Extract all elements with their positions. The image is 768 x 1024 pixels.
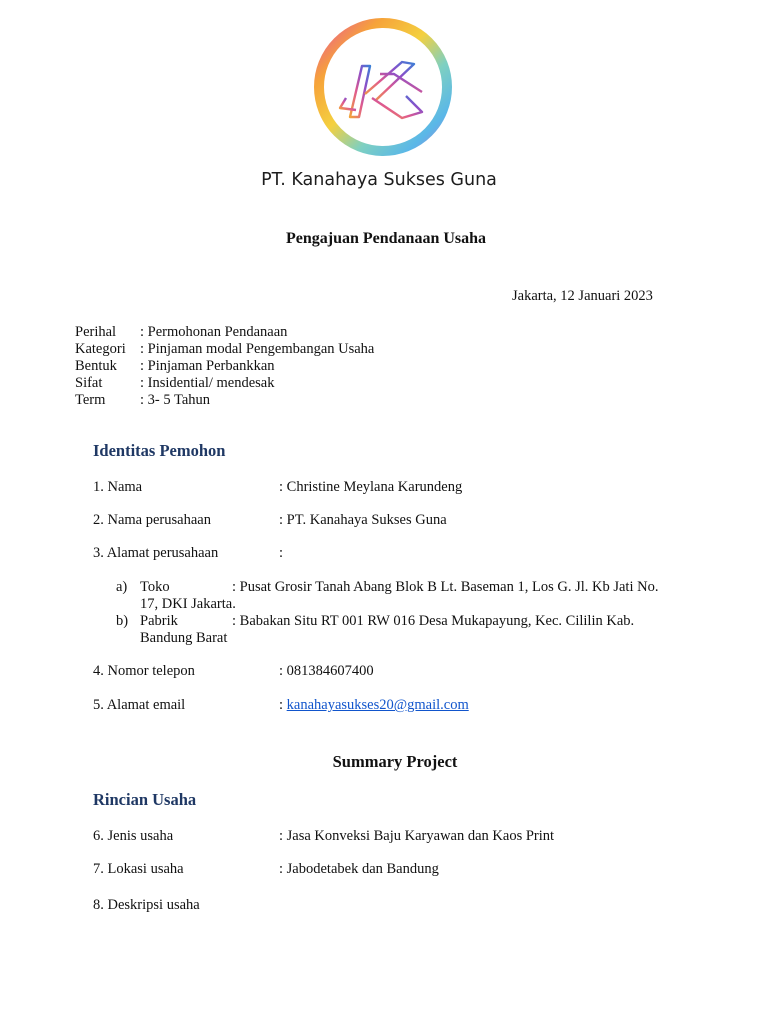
meta-key: Kategori [75, 341, 126, 357]
address-cont-toko: 17, DKI Jakarta. [140, 596, 236, 612]
meta-row-term [75, 392, 374, 409]
meta-value: : Pinjaman Perbankkan [140, 358, 275, 374]
email-colon: : [279, 697, 284, 713]
address-value-pabrik: : Babakan Situ RT 001 RW 016 Desa Mukapayung, Kec. Cililin Kab. [232, 613, 635, 629]
meta-value: : 3- 5 Tahun [140, 392, 211, 408]
meta-value: : Permohonan Pendanaan [140, 324, 288, 340]
field-value-jenis: : Jasa Konveksi Baju Karyawan dan Kaos Print [279, 828, 555, 844]
field-value-lokasi: : Jabodetabek dan Bandung [279, 861, 439, 877]
email-link[interactable]: kanahayasukses20@gmail.com [286, 697, 469, 713]
kanahaya-k-logo-icon [310, 14, 456, 160]
field-label-perusahaan: 2. Nama perusahaan [93, 512, 211, 528]
meta-value: : Pinjaman modal Pengembangan Usaha [140, 341, 375, 357]
address-label-pabrik: Pabrik [140, 613, 178, 629]
address-marker-pabrik: b) [116, 613, 129, 629]
field-label-email: 5. Alamat email [93, 697, 186, 713]
letter-meta [75, 324, 374, 409]
field-value-email [279, 697, 469, 714]
meta-row-kategori [75, 341, 374, 358]
summary-title: Summary Project [332, 752, 458, 771]
field-label-deskripsi: 8. Deskripsi usaha [93, 897, 200, 913]
meta-row-bentuk [75, 358, 374, 375]
field-value-nama: : Christine Meylana Karundeng [279, 479, 463, 495]
address-marker-toko: a) [116, 579, 128, 595]
meta-row-perihal [75, 324, 374, 341]
date-line: Jakarta, 12 Januari 2023 [512, 288, 653, 304]
field-label-jenis: 6. Jenis usaha [93, 828, 174, 844]
meta-key: Perihal [75, 324, 117, 340]
meta-value: : Insidential/ mendesak [140, 375, 275, 391]
field-label-nama: 1. Nama [93, 479, 143, 495]
company-name: PT. Kanahaya Sukses Guna [261, 170, 497, 190]
meta-row-sifat [75, 375, 374, 392]
meta-key: Bentuk [75, 358, 117, 374]
field-value-perusahaan: : PT. Kanahaya Sukses Guna [279, 512, 447, 528]
meta-key: Sifat [75, 375, 103, 391]
address-cont-pabrik: Bandung Barat [140, 630, 228, 646]
document-title: Pengajuan Pendanaan Usaha [285, 230, 487, 247]
field-label-lokasi: 7. Lokasi usaha [93, 861, 184, 877]
field-value-telepon: : 081384607400 [279, 663, 374, 679]
section-heading-rincian: Rincian Usaha [93, 790, 197, 809]
field-value-alamat: : [279, 545, 284, 561]
address-value-toko: : Pusat Grosir Tanah Abang Blok B Lt. Baseman 1, Los G. Jl. Kb Jati No. [232, 579, 659, 595]
section-heading-identitas: Identitas Pemohon [93, 441, 226, 460]
meta-key: Term [75, 392, 106, 408]
field-label-alamat: 3. Alamat perusahaan [93, 545, 219, 561]
field-label-telepon: 4. Nomor telepon [93, 663, 195, 679]
address-label-toko: Toko [140, 579, 170, 595]
